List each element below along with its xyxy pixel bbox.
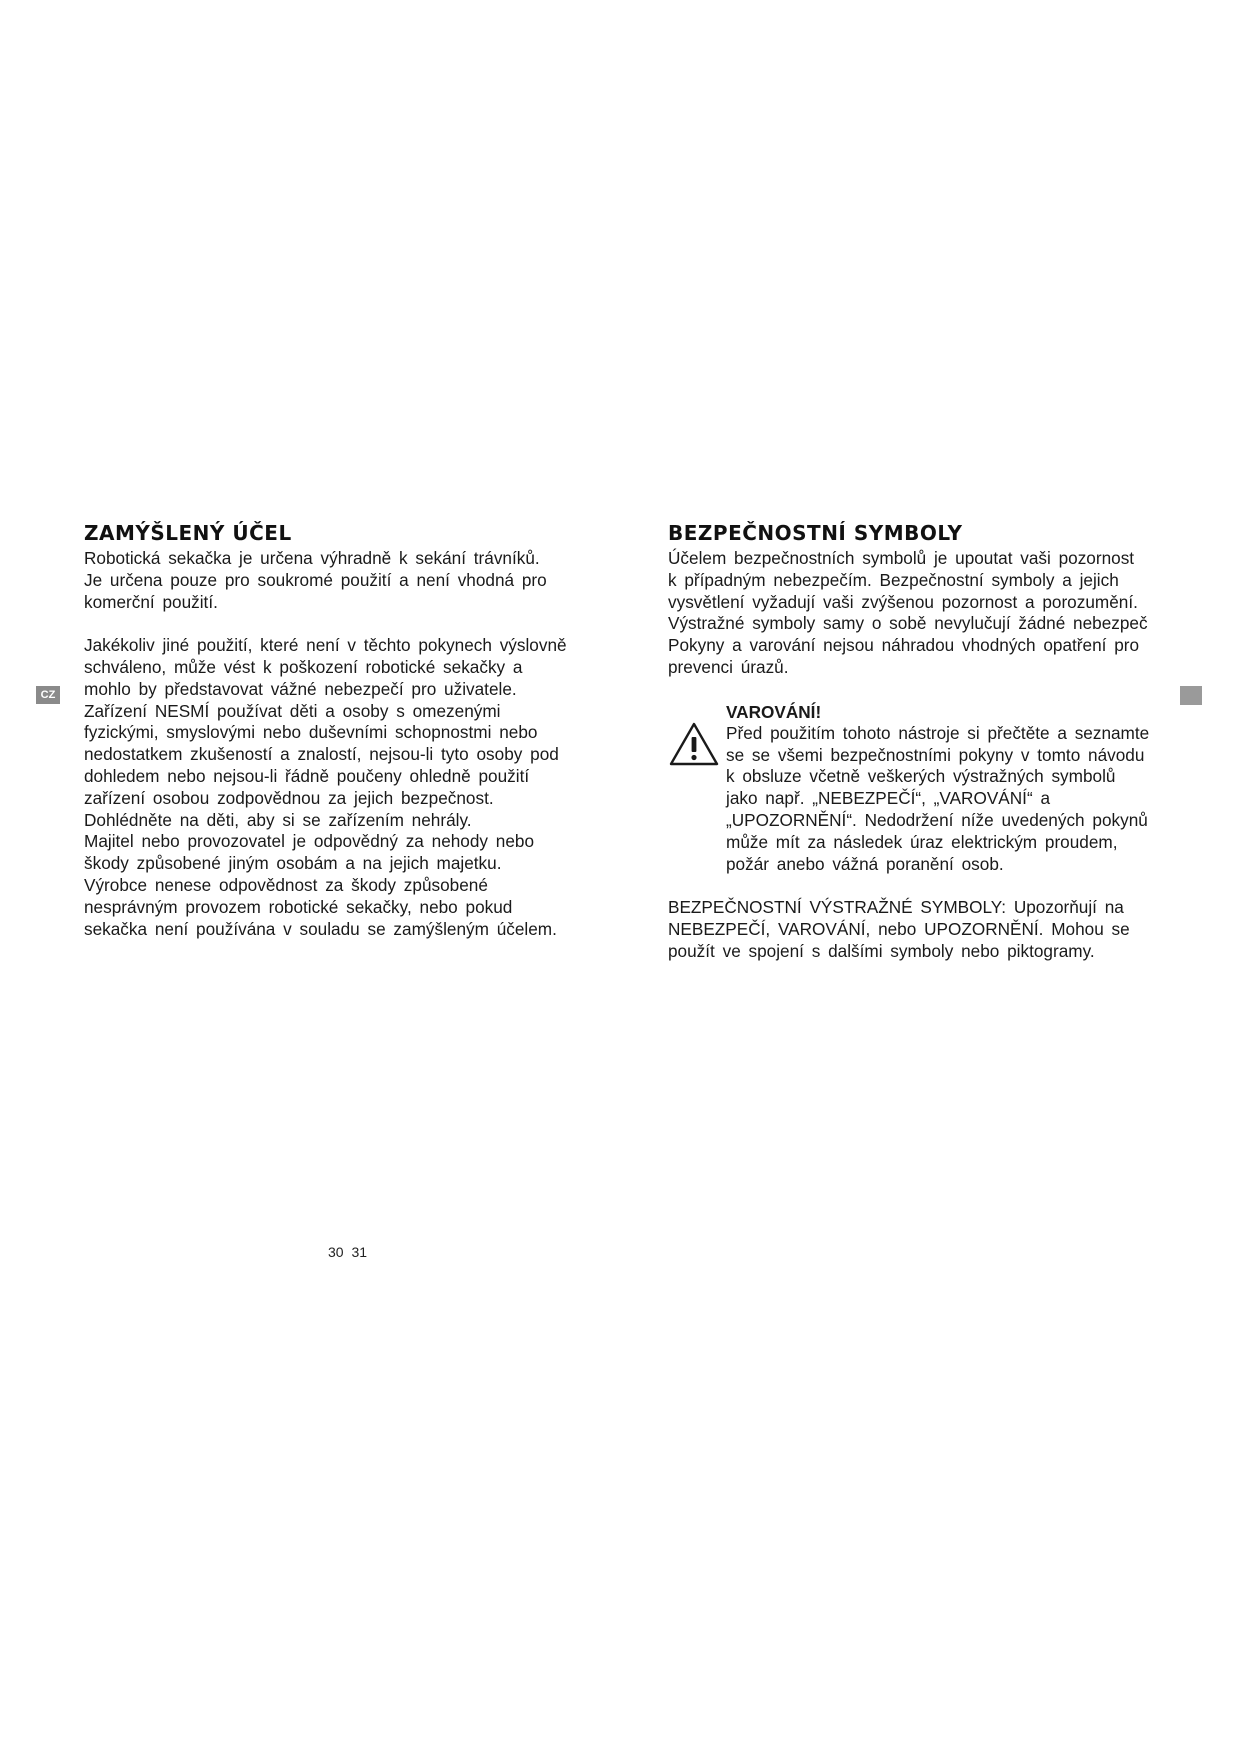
text-line: fyzickými, smyslovými nebo duševními schopnostmi nebo bbox=[84, 722, 538, 743]
text-line: Účelem bezpečnostních symbolů je upoutat vaši pozornost bbox=[668, 548, 1135, 568]
text-line: Výstražné symboly samy o sobě nevylučují žádné nebezpeč bbox=[668, 613, 1148, 634]
text-line: schváleno, může vést k poškození robotické sekačky a bbox=[84, 656, 523, 677]
text-line: „UPOZORNĚNÍ“. Nedodržení níže uvedených pokynů bbox=[726, 809, 1148, 830]
text-line: prevenci úrazů. bbox=[668, 656, 789, 677]
text-line: požár anebo vážná poranění osob. bbox=[726, 853, 1004, 874]
text-line: Zařízení NESMÍ používat děti a osoby s omezenými bbox=[84, 700, 501, 721]
intended-use-column bbox=[84, 520, 644, 940]
warning-text bbox=[726, 723, 1208, 876]
text-line: nedostatkem zkušeností a znalostí, nejsou-li tyto osoby pod bbox=[84, 744, 559, 765]
intended-use-heading: ZAMÝŠLENÝ ÚČEL bbox=[84, 521, 292, 545]
warning-triangle-icon bbox=[668, 721, 720, 767]
text-line: Výrobce nenese odpovědnost za škody způsobené bbox=[84, 874, 488, 895]
text-line: se se všemi bezpečnostními pokyny v tomto návodu bbox=[726, 744, 1145, 765]
text-line: dohledem nebo nejsou-li řádně poučeny ohledně použití bbox=[84, 765, 530, 786]
text-line: NEBEZPEČÍ, VAROVÁNÍ, nebo UPOZORNĚNÍ. Mohou se bbox=[668, 918, 1130, 939]
safety-symbols-heading: BEZPEČNOSTNÍ SYMBOLY bbox=[668, 521, 963, 545]
text-line: Jakékoliv jiné použití, které není v těchto pokynech výslovně bbox=[84, 635, 567, 656]
text-line: Je určena pouze pro soukromé použití a není vhodná pro bbox=[84, 569, 547, 590]
text-line: k případným nebezpečím. Bezpečnostní symboly a jejich bbox=[668, 569, 1119, 590]
text-line: sekačka není používána v souladu se zamýšleným účelem. bbox=[84, 918, 557, 939]
text-line: použít ve spojení s dalšími symboly nebo piktogramy. bbox=[668, 940, 1095, 961]
text-line: k obsluze včetně veškerých výstražných symbolů bbox=[726, 766, 1116, 787]
text-line: mohlo by představovat vážné nebezpečí pro uživatele. bbox=[84, 678, 517, 699]
safety-symbols-column bbox=[668, 520, 1208, 963]
text-line: jako např. „NEBEZPEČÍ“, „VAROVÁNÍ“ a bbox=[726, 788, 1051, 809]
text-line: Pokyny a varování nejsou náhradou vhodných opatření pro bbox=[668, 635, 1140, 656]
text-line: komerční použití. bbox=[84, 591, 218, 612]
warning-block bbox=[668, 701, 1208, 876]
intended-use-paragraph-1 bbox=[84, 548, 644, 613]
text-line: může mít za následek úraz elektrickým proudem, bbox=[726, 831, 1118, 852]
text-line: Před použitím tohoto nástroje si přečtěte a seznamte bbox=[726, 722, 1150, 743]
text-line: škody způsobené jiným osobám a na jejich majetku. bbox=[84, 853, 502, 874]
text-line: vysvětlení vyžadují vaši zvýšenou pozornost a porozumění. bbox=[668, 591, 1138, 612]
text-line: zařízení osobou zodpovědnou za jejich bezpečnost. bbox=[84, 787, 494, 808]
safety-symbols-paragraph-2 bbox=[668, 897, 1208, 962]
text-line: Robotická sekačka je určena výhradně k sekání trávníků. bbox=[84, 548, 540, 568]
text-line: BEZPEČNOSTNÍ VÝSTRAŽNÉ SYMBOLY: Upozorňují na bbox=[668, 897, 1124, 918]
text-line: Majitel nebo provozovatel je odpovědný za nehody nebo bbox=[84, 831, 535, 852]
language-badge: CZ bbox=[36, 686, 60, 704]
safety-symbols-paragraph-1 bbox=[668, 548, 1208, 679]
warning-title: VAROVÁNÍ! bbox=[726, 701, 822, 722]
intended-use-paragraph-2 bbox=[84, 635, 644, 940]
page-numbers: 30 31 bbox=[328, 1244, 368, 1260]
text-line: nesprávným provozem robotické sekačky, nebo pokud bbox=[84, 896, 513, 917]
text-line: Dohlédněte na děti, aby si se zařízením nehrály. bbox=[84, 809, 472, 830]
